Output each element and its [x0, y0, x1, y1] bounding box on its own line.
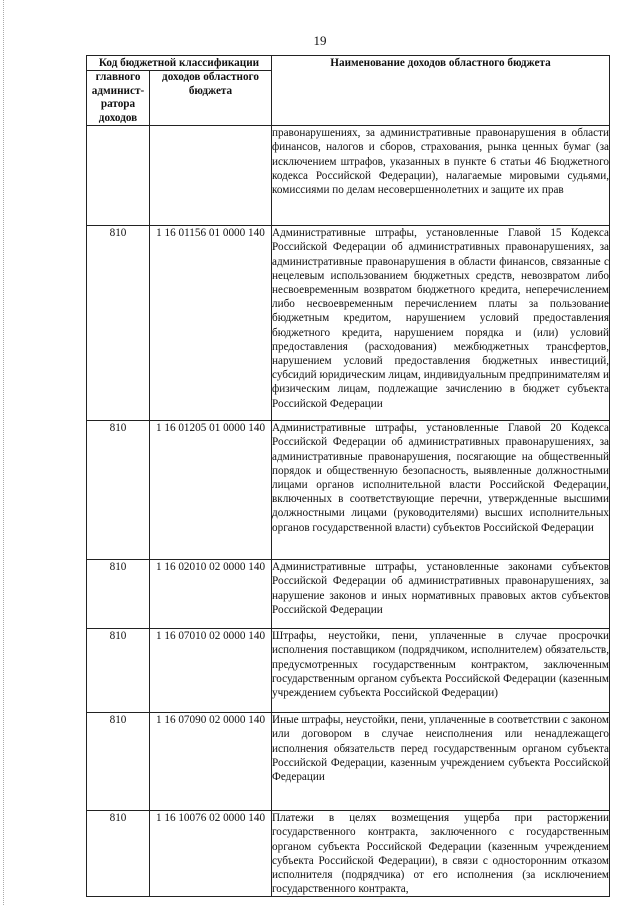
- income-code-cell: 1 16 02010 02 0000 140: [150, 560, 272, 629]
- income-code-cell: 1 16 01156 01 0000 140: [150, 226, 272, 421]
- scan-edge-line: [3, 0, 5, 905]
- page-number: 19: [313, 33, 327, 48]
- admin-code-cell: 810: [87, 811, 150, 897]
- income-code-cell: 1 16 10076 02 0000 140: [150, 811, 272, 897]
- income-name-cell: правонарушениях, за административные правонарушения в области финансов, налогов и сборов, страхования, рынка ценных бумаг (за исключением штрафов, указанных в пункте 6 статьи 46 Бюджетного кодекса Российской Федерации), налагаемые мировыми судьями, комиссиями по делам несовершеннолетних и защите их прав: [272, 126, 610, 226]
- income-name-cell: Административные штрафы, установленные Главой 15 Кодекса Российской Федерации об административных правонарушениях, за административные правонарушения в области финансов, связанные с нецелевым использованием бюджетных средств, невозвратом либо несвоевременным возвратом бюджетного кредита, неперечислением либо несвоевременным перечислением платы за пользование бюджетным кредитом, нарушением условий предоставления бюджетного кредита, нарушением порядка и (или) условий предоставления (расходования) межбюджетных трансфертов, нарушением условий предоставления бюджетных инвестиций, субсидий юридическим лицам, индивидуальным предпринимателям и физическим лицам, подлежащие зачислению в бюджет субъекта Российской Федерации: [272, 226, 610, 421]
- admin-code-cell: 810: [87, 226, 150, 421]
- admin-code-cell: 810: [87, 713, 150, 811]
- table-row: [87, 629, 610, 713]
- income-code-cell: [150, 126, 272, 226]
- header-regional-budget-income: доходов областного бюджета: [150, 71, 272, 126]
- table-row: [87, 713, 610, 811]
- income-name-cell: Административные штрафы, установленные Главой 20 Кодекса Российской Федерации об административных правонарушениях, за административные правонарушения, посягающие на общественный порядок и общественную безопасность, выявленные должностными лицами органов исполнительной власти Российской Федерации, включенных в соответствующие перечни, утвержденные высшими должностными лицами (руководителями) высших исполнительных органов государственной власти) субъектов Российской Федерации: [272, 421, 610, 560]
- admin-code-cell: 810: [87, 421, 150, 560]
- income-code-cell: 1 16 07090 02 0000 140: [150, 713, 272, 811]
- table-row: [87, 126, 610, 226]
- table-row: [87, 560, 610, 629]
- header-chief-administrator: главного админист-ратора доходов: [87, 71, 150, 126]
- income-name-cell: Штрафы, неустойки, пени, уплаченные в случае просрочки исполнения поставщиком (подрядчиком, исполнителем) обязательств, предусмотренных государственным контрактом, заключенным государственным органом субъекта Российской Федерации (казенным учреждением субъекта Российской Федерации): [272, 629, 610, 713]
- budget-income-table: [86, 55, 610, 897]
- table-row: [87, 811, 610, 897]
- income-code-cell: 1 16 07010 02 0000 140: [150, 629, 272, 713]
- admin-code-cell: 810: [87, 560, 150, 629]
- income-name-cell: Иные штрафы, неустойки, пени, уплаченные в соответствии с законом или договором в случае неисполнения или ненадлежащего исполнения обязательств перед государственным органом субъекта Российской Федерации, казенным учреждением субъекта Российской Федерации: [272, 713, 610, 811]
- admin-code-cell: 810: [87, 629, 150, 713]
- header-budget-classification-code: Код бюджетной классификации: [87, 56, 272, 71]
- header-income-name: Наименование доходов областного бюджета: [272, 56, 610, 126]
- income-name-cell: Административные штрафы, установленные законами субъектов Российской Федерации об административных правонарушениях, за нарушение законов и иных нормативных правовых актов субъектов Российской Федерации: [272, 560, 610, 629]
- income-name-cell: Платежи в целях возмещения ущерба при расторжении государственного контракта, заключенного с государственным органом субъекта Российской Федерации (казенным учреждением субъекта Российской Федерации), в связи с односторонним отказом исполнителя (подрядчика) от его исполнения (за исключением государственного контракта,: [272, 812, 609, 896]
- admin-code-cell: [87, 126, 150, 226]
- income-code-cell: 1 16 01205 01 0000 140: [150, 421, 272, 560]
- table-row: [87, 421, 610, 560]
- table-row: [87, 226, 610, 421]
